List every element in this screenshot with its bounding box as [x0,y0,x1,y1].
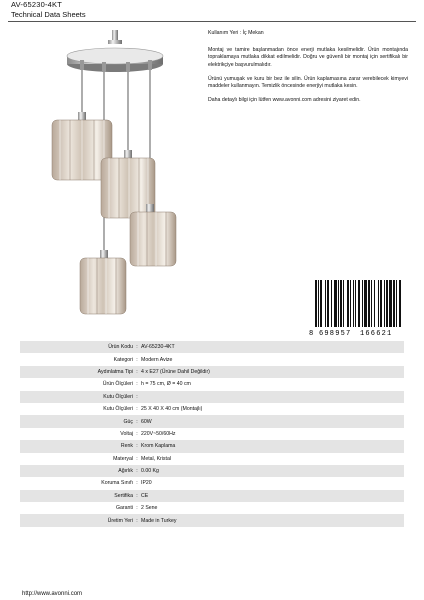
table-row [20,341,404,353]
spec-separator: : [136,505,138,512]
spec-value: 25 X 40 X 40 cm (Montajlı) [141,406,203,413]
spec-value: IP20 [141,480,152,487]
spec-separator: : [135,490,139,502]
spec-separator: : [135,440,139,452]
spec-separator: : [136,455,138,462]
barcode-bar [396,280,397,327]
barcode-bar [384,280,385,327]
table-row [20,378,404,390]
barcode-bar [320,280,322,327]
barcode-bar [327,280,329,327]
table-row [20,415,404,427]
table-row [20,453,404,465]
barcode-bar [364,280,367,327]
spec-label: Üretim Yeri [20,514,135,526]
barcode-right-digits: 166621 [360,330,393,338]
barcode-bar [368,280,370,327]
product-info [208,30,408,111]
spec-label: Kutu Ölçüleri [103,406,133,413]
spec-value: 220V~50/60Hz [141,430,176,437]
barcode-bar [393,280,395,327]
table-row [20,428,404,440]
spec-value: AV-65230-4KT [139,341,404,353]
table-row [20,477,404,489]
table-row [20,366,404,378]
spec-value: 2 Sene [141,505,158,512]
table-row [20,440,404,452]
spec-label: Garanti [115,505,133,512]
barcode-bar [378,280,379,327]
footer-website-link[interactable]: http://www.avonni.com [22,591,83,597]
spec-separator: : [136,356,138,363]
product-code-header: AV-65230-4KT [11,0,63,9]
barcode-bar [338,280,339,327]
barcode-bar [355,280,356,327]
spec-separator: : [136,406,138,413]
spec-value: Modern Avize [141,356,173,363]
barcode-bar [371,280,372,327]
spec-value: Made in Turkey [139,514,404,526]
barcode-bar [318,280,319,327]
spec-value: 4 x E27 (Ürüne Dahil Değildir) [139,366,404,378]
spec-value: CE [139,490,404,502]
website-note: Daha detaylı bilgi için lütfen www.avonni.com adresini ziyaret edin. [208,97,361,104]
spec-label: Renk [20,440,135,452]
spec-separator: : [135,341,139,353]
barcode-left-digits: 698957 [319,330,352,338]
spec-separator: : [135,391,139,403]
barcode-bar [399,280,401,327]
barcode-bars [315,280,401,327]
table-row [20,403,404,415]
table-row [20,502,404,514]
barcode-first-digit: 8 [309,330,314,338]
spec-label: Aydınlatma Tipi [20,366,135,378]
spec-separator: : [135,366,139,378]
table-row [20,465,404,477]
usage-location: Kullanım Yeri : İç Mekan [208,30,264,36]
barcode-bar [353,280,354,327]
spec-separator: : [136,430,138,437]
barcode-bar [374,280,375,327]
spec-value: Krom Kaplama [139,440,404,452]
barcode-bar [325,280,326,327]
barcode-bar [347,280,349,327]
spec-label: Koruma Sınıfı [101,480,133,487]
barcode-bar [315,280,317,327]
spec-value: 60W [139,415,404,427]
ean-barcode [307,278,403,338]
specifications-table [20,341,404,527]
header-divider [8,21,416,22]
barcode-bar [334,280,337,327]
barcode-bar [386,280,388,327]
spec-value [139,391,404,403]
spec-value: Metal, Kristal [141,455,171,462]
spec-label: Kategori [113,356,133,363]
barcode-bar [340,280,342,327]
spec-value: h = 75 cm, Ø = 40 cm [141,381,191,388]
spec-label: Ağırlık [20,465,135,477]
cleaning-note: Ürünü yumuşak ve kuru bir bez ile silin. Ürün kaplamasına zarar verebilecek kimyevi maddeler kullanmayın. Temizlik öncesinde enerjiyi mutlaka kesin. [208,75,408,90]
chandelier-product-image [40,28,190,323]
spec-separator: : [136,480,138,487]
barcode-bar [343,280,344,327]
table-row [20,514,404,526]
spec-label: Kutu Ölçüleri [20,391,135,403]
spec-separator: : [135,415,139,427]
table-row [20,391,404,403]
spec-label: Güç [20,415,135,427]
spec-label: Ürün Kodu [20,341,135,353]
spec-separator: : [136,381,138,388]
barcode-bar [389,280,392,327]
document-subtitle: Technical Data Sheets [11,10,86,19]
barcode-bar [350,280,351,327]
barcode-bar [358,280,360,327]
spec-label: Materyal [113,455,133,462]
barcode-bar [362,280,363,327]
spec-separator: : [135,465,139,477]
barcode-bar [380,280,382,327]
spec-label: Sertifika [20,490,135,502]
spec-label: Ürün Ölçüleri [102,381,133,388]
safety-note: Montaj ve tamire başlanmadan önce enerji mutlaka kesilmelidir. Ürün montajında topraklamaya mutlaka dikkat edilmelidir. Doğru ve güvenli bir montaj için sertifikalı bir elektrikçiye başvurulmalıdır. [208,47,408,68]
table-row [20,353,404,365]
spec-label: Voltaj [120,430,133,437]
barcode-bar [331,280,332,327]
table-row [20,490,404,502]
spec-separator: : [135,514,139,526]
spec-value: 0.00 Kg [139,465,404,477]
